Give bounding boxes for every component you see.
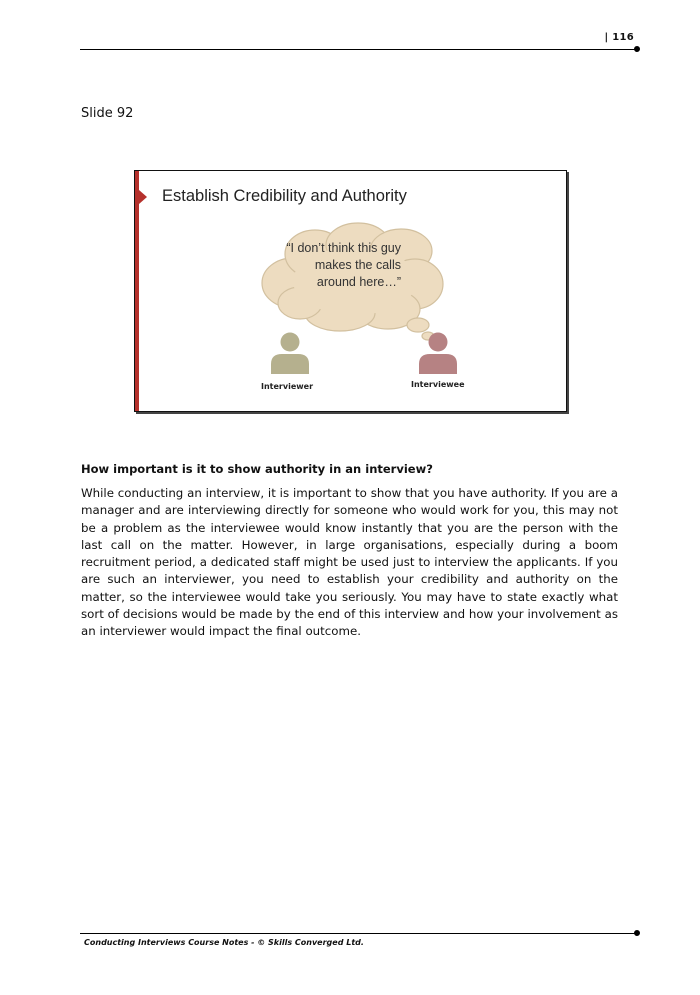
slide-thumbnail [134,170,567,412]
interviewee-label: Interviewee [411,380,465,389]
footer-rule-dot [634,930,640,936]
body-paragraph: While conducting an interview, it is important to show that you have authority. If you are a manager and are interviewing directly for someone who would work for you, this may not be a problem as the interviewee would know instantly that you are the person with the last call on the matter. However, in large organisations, especially during a boom recruitment period, a dedicated staff might be used just to interview the applicants. If you are such an interviewer, you need to establish your credibility and authority on the matter, so the interviewee would take you seriously. You may have to state exactly what sort of decisions would be made by the end of this interview and how your involvement as an interviewer would impact the final outcome. [81,486,618,639]
header-rule [80,49,637,50]
footer-rule [80,933,637,934]
footer-text: Conducting Interviews Course Notes - © Skills Converged Ltd. [84,938,364,947]
interviewer-person-icon [270,332,310,374]
slide-title: Establish Credibility and Authority [162,187,407,205]
interviewee-person-icon [418,332,458,374]
slide-label: Slide 92 [81,106,134,121]
thought-bubble-text: “I don’t think this guy makes the calls around here…” [286,241,401,289]
slide-arrow-icon [139,190,147,204]
header-rule-dot [634,46,640,52]
page-number: | 116 [604,32,634,43]
interviewer-label: Interviewer [261,382,314,391]
slide-accent-bar [135,171,139,411]
section-heading: How important is it to show authority in an interview? [81,462,433,476]
